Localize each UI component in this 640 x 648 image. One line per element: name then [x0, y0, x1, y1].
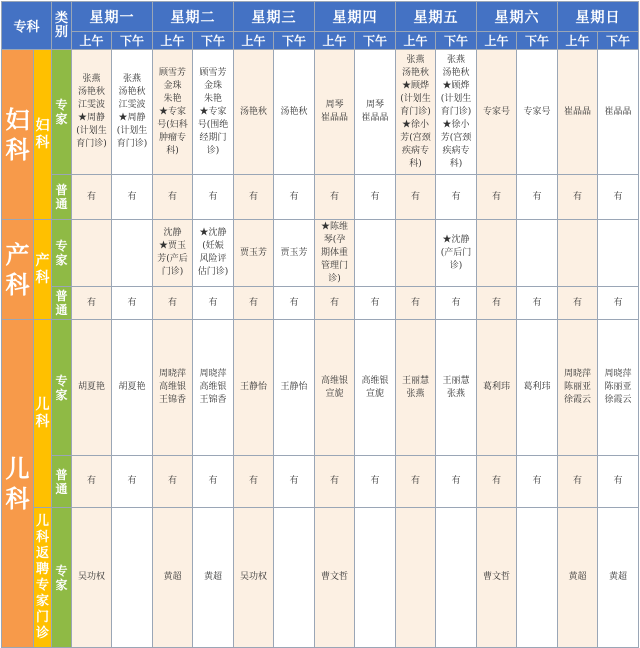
schedule-cell-text: 有	[492, 476, 502, 486]
schedule-cell	[315, 456, 355, 508]
schedule-cell-text: 王丽慧 张燕	[402, 375, 430, 399]
header-pm: 下午	[193, 32, 234, 50]
gyn-general-row	[2, 175, 639, 220]
dept-pediatrics: 儿科	[2, 320, 34, 648]
schedule-cell	[436, 50, 477, 175]
schedule-cell-text: 高维银 宣旎	[321, 375, 349, 399]
schedule-cell-text: 有	[492, 297, 502, 308]
schedule-cell-text: 有	[249, 476, 259, 486]
category-header: 类别	[52, 2, 72, 50]
schedule-cell-text: 张燕 汤艳秋 江雯波 ★周静 (计划生 育门诊)	[116, 74, 148, 149]
schedule-cell-text: 胡夏艳	[118, 382, 146, 392]
schedule-cell	[436, 320, 477, 456]
schedule-cell-text: 有	[451, 476, 461, 486]
schedule-cell	[558, 220, 598, 287]
schedule-cell-text: 张燕 汤艳秋 江雯波 ★周静 (计划生 育门诊)	[76, 74, 107, 149]
schedule-cell	[396, 220, 436, 287]
schedule-cell	[396, 508, 436, 648]
schedule-cell	[558, 508, 598, 648]
schedule-cell-text: 曹文哲	[483, 572, 511, 582]
schedule-cell-text: 王静怡	[280, 382, 308, 392]
schedule-cell	[234, 456, 274, 508]
header-am: 上午	[315, 32, 355, 50]
clinic-schedule-table	[1, 1, 639, 648]
schedule-cell	[153, 456, 193, 508]
schedule-cell	[517, 508, 558, 648]
schedule-cell-text: 张燕 汤艳秋 ★顾烨 (计划生 育门诊) ★徐小 芳(宫颈 疾病专 科)	[400, 54, 431, 169]
schedule-cell-text: 有	[370, 476, 380, 486]
schedule-cell	[436, 220, 477, 287]
schedule-cell-text: 有	[208, 191, 218, 202]
specialty-header: 专科	[2, 2, 52, 50]
schedule-cell	[153, 508, 193, 648]
schedule-cell	[153, 175, 193, 220]
schedule-cell-text: 有	[451, 191, 461, 202]
schedule-cell	[315, 508, 355, 648]
schedule-cell	[193, 287, 234, 320]
schedule-cell	[274, 287, 315, 320]
schedule-cell-text: 有	[249, 191, 259, 202]
schedule-cell	[153, 220, 193, 287]
schedule-cell-text: 有	[249, 297, 259, 308]
schedule-cell	[153, 50, 193, 175]
schedule-cell-text: 有	[492, 191, 502, 202]
header-half-row	[2, 32, 639, 50]
schedule-cell-text: 贾玉芳	[280, 247, 308, 258]
day-header: 星期二	[153, 2, 234, 32]
schedule-cell	[436, 508, 477, 648]
header-am: 上午	[72, 32, 112, 50]
schedule-cell-text: 有	[573, 297, 583, 308]
schedule-cell	[72, 220, 112, 287]
schedule-cell	[436, 287, 477, 320]
schedule-cell	[558, 456, 598, 508]
schedule-cell-text: 有	[532, 191, 542, 202]
schedule-cell-text: 有	[370, 191, 380, 202]
schedule-cell	[72, 456, 112, 508]
schedule-cell-text: 王静怡	[240, 382, 268, 392]
schedule-cell-text: 黄超	[609, 572, 628, 582]
schedule-cell	[436, 175, 477, 220]
schedule-cell	[112, 50, 153, 175]
schedule-cell	[396, 50, 436, 175]
schedule-cell	[517, 320, 558, 456]
schedule-cell	[112, 220, 153, 287]
category-expert: 专家	[52, 320, 72, 456]
schedule-cell-text: 黄超	[568, 572, 587, 582]
schedule-cell-text: 有	[87, 191, 97, 202]
header-pm: 下午	[517, 32, 558, 50]
schedule-cell	[234, 287, 274, 320]
schedule-cell-text: ★沈静 (产后门诊)	[440, 234, 472, 271]
schedule-cell-text: 有	[532, 297, 542, 308]
header-pm: 下午	[274, 32, 315, 50]
schedule-cell	[112, 320, 153, 456]
schedule-cell	[112, 175, 153, 220]
schedule-cell	[193, 320, 234, 456]
schedule-cell-text: 崔晶晶	[604, 106, 632, 117]
schedule-cell	[72, 320, 112, 456]
schedule-cell-text: 专家号	[483, 106, 511, 117]
schedule-cell	[477, 50, 517, 175]
schedule-cell	[274, 456, 315, 508]
schedule-cell	[517, 50, 558, 175]
schedule-cell	[558, 287, 598, 320]
day-header: 星期三	[234, 2, 315, 32]
schedule-cell-text: 顾雪芳 金珠 朱艳 ★专家 号(围绝 经期门 诊)	[197, 67, 229, 156]
day-header: 星期四	[315, 2, 396, 32]
schedule-cell-text: 葛利玮	[483, 382, 511, 392]
schedule-cell-text: 有	[168, 476, 178, 486]
schedule-cell	[598, 456, 639, 508]
schedule-cell	[477, 287, 517, 320]
obs-general-row	[2, 287, 639, 320]
schedule-cell-text: 周晓萍 陈丽亚 徐霞云	[564, 369, 592, 405]
schedule-cell	[315, 320, 355, 456]
ped-general-row	[2, 456, 639, 508]
schedule-cell	[274, 508, 315, 648]
header-am: 上午	[234, 32, 274, 50]
schedule-cell-text: 崔晶晶	[564, 106, 592, 117]
header-pm: 下午	[112, 32, 153, 50]
schedule-cell-text: 张燕 汤艳秋 ★顾烨 (计划生 育门诊) ★徐小 芳(宫颈 疾病专 科)	[440, 54, 472, 169]
schedule-cell	[598, 175, 639, 220]
schedule-cell	[274, 320, 315, 456]
schedule-cell-text: 有	[289, 297, 299, 308]
category-general: 普通	[52, 287, 72, 320]
schedule-cell-text: 汤艳秋	[280, 106, 308, 117]
schedule-cell	[355, 50, 396, 175]
ped-expert-row	[2, 320, 639, 456]
obs-expert-row	[2, 220, 639, 287]
schedule-cell-text: 有	[168, 297, 178, 308]
schedule-cell	[274, 50, 315, 175]
schedule-cell	[477, 220, 517, 287]
schedule-cell	[355, 220, 396, 287]
schedule-cell-text: 有	[87, 476, 97, 486]
schedule-cell-text: 吴功权	[240, 572, 268, 582]
category-general: 普通	[52, 456, 72, 508]
schedule-cell	[315, 287, 355, 320]
schedule-cell	[396, 175, 436, 220]
schedule-cell-text: 王丽慧 张燕	[442, 375, 470, 399]
schedule-cell-text: 有	[208, 297, 218, 308]
schedule-cell-text: 有	[411, 191, 421, 202]
schedule-cell-text: 有	[289, 191, 299, 202]
schedule-cell	[517, 287, 558, 320]
header-am: 上午	[558, 32, 598, 50]
schedule-cell	[477, 320, 517, 456]
header-pm: 下午	[355, 32, 396, 50]
schedule-cell-text: ★陈维 琴(孕 期体重 管理门 诊)	[321, 221, 349, 284]
schedule-cell-text: 有	[330, 297, 340, 308]
schedule-cell	[517, 220, 558, 287]
schedule-cell-text: 黄超	[163, 572, 182, 582]
day-header: 星期五	[396, 2, 477, 32]
schedule-cell	[558, 175, 598, 220]
schedule-cell	[558, 320, 598, 456]
schedule-cell-text: 有	[613, 191, 623, 202]
schedule-cell	[112, 287, 153, 320]
schedule-cell	[598, 320, 639, 456]
schedule-cell	[193, 220, 234, 287]
schedule-cell	[396, 287, 436, 320]
schedule-cell	[234, 175, 274, 220]
schedule-cell-text: 有	[411, 476, 421, 486]
schedule-cell	[234, 508, 274, 648]
schedule-cell	[193, 175, 234, 220]
day-header: 星期一	[72, 2, 153, 32]
schedule-cell-text: 有	[330, 476, 340, 486]
schedule-cell-text: 高维银 宣旎	[361, 375, 389, 399]
schedule-cell	[436, 456, 477, 508]
schedule-cell-text: 胡夏艳	[78, 382, 106, 392]
schedule-cell-text: 葛利玮	[523, 382, 551, 392]
schedule-cell-text: 有	[613, 297, 623, 308]
category-expert: 专家	[52, 220, 72, 287]
schedule-cell-text: 有	[127, 297, 137, 308]
day-header: 星期日	[558, 2, 639, 32]
schedule-cell-text: 有	[208, 476, 218, 486]
schedule-cell-text: 吴功权	[78, 572, 106, 582]
schedule-cell	[517, 175, 558, 220]
ped-return-expert-row	[2, 508, 639, 648]
header-am: 上午	[153, 32, 193, 50]
schedule-cell	[396, 456, 436, 508]
schedule-cell	[72, 287, 112, 320]
schedule-cell-text: 周琴 崔晶晶	[321, 100, 349, 123]
schedule-cell-text: 有	[613, 476, 623, 486]
schedule-cell	[193, 50, 234, 175]
schedule-cell-text: ★沈静 (妊娠 风险评 估门诊)	[197, 228, 229, 277]
schedule-cell-text: 周琴 崔晶晶	[361, 100, 389, 123]
schedule-cell-text: 有	[532, 476, 542, 486]
schedule-cell-text: 有	[168, 191, 178, 202]
schedule-cell	[598, 287, 639, 320]
schedule-cell-text: 贾玉芳	[240, 247, 268, 258]
schedule-cell-text: 有	[87, 297, 97, 308]
dept-obstetrics: 产科	[2, 220, 34, 320]
schedule-cell	[598, 508, 639, 648]
schedule-cell-text: 曹文哲	[321, 572, 349, 582]
schedule-cell	[153, 287, 193, 320]
schedule-cell	[234, 50, 274, 175]
schedule-cell	[315, 175, 355, 220]
schedule-cell-text: 周晓萍 高维银 王锦香	[199, 369, 227, 405]
schedule-cell-text: 有	[411, 297, 421, 308]
schedule-cell	[234, 320, 274, 456]
schedule-cell-text: 周晓萍 陈丽亚 徐霞云	[604, 369, 632, 405]
header-am: 上午	[477, 32, 517, 50]
schedule-cell	[355, 456, 396, 508]
schedule-cell	[274, 175, 315, 220]
schedule-cell-text: 有	[127, 191, 137, 202]
schedule-cell-text: 周晓萍 高维银 王锦香	[159, 369, 187, 405]
dept-gynecology: 妇科	[2, 50, 34, 220]
schedule-cell	[112, 508, 153, 648]
header-pm: 下午	[436, 32, 477, 50]
schedule-cell-text: 有	[370, 297, 380, 308]
schedule-cell-text: 汤艳秋	[240, 106, 268, 117]
subdept-pediatrics: 儿科	[34, 320, 52, 508]
schedule-cell	[355, 287, 396, 320]
subdept-pediatrics-return: 儿科返聘专家门诊	[34, 508, 52, 648]
schedule-cell-text: 有	[127, 476, 137, 486]
schedule-cell	[355, 320, 396, 456]
schedule-cell	[517, 456, 558, 508]
schedule-cell	[193, 508, 234, 648]
schedule-cell	[477, 508, 517, 648]
schedule-cell-text: 有	[573, 476, 583, 486]
schedule-cell-text: 有	[451, 297, 461, 308]
schedule-cell	[598, 220, 639, 287]
schedule-cell-text: 有	[330, 191, 340, 202]
schedule-cell	[193, 456, 234, 508]
schedule-cell	[315, 220, 355, 287]
category-expert: 专家	[52, 50, 72, 175]
schedule-cell-text: 沈静 ★贾玉 芳(产后 门诊)	[157, 228, 188, 277]
schedule-cell	[355, 508, 396, 648]
schedule-cell	[396, 320, 436, 456]
schedule-cell	[477, 456, 517, 508]
schedule-cell-text: 专家号	[523, 106, 551, 117]
schedule-cell	[112, 456, 153, 508]
schedule-cell	[598, 50, 639, 175]
header-day-row	[2, 2, 639, 32]
schedule-cell	[72, 175, 112, 220]
schedule-cell	[153, 320, 193, 456]
category-expert: 专家	[52, 508, 72, 648]
schedule-cell	[72, 508, 112, 648]
subdept-obstetrics: 产科	[34, 220, 52, 320]
header-pm: 下午	[598, 32, 639, 50]
day-header: 星期六	[477, 2, 558, 32]
schedule-cell	[477, 175, 517, 220]
gyn-expert-row	[2, 50, 639, 175]
schedule-cell-text: 有	[573, 191, 583, 202]
schedule-cell	[234, 220, 274, 287]
schedule-cell	[315, 50, 355, 175]
schedule-cell	[355, 175, 396, 220]
category-general: 普通	[52, 175, 72, 220]
schedule-cell	[274, 220, 315, 287]
schedule-cell-text: 有	[289, 476, 299, 486]
schedule-cell	[72, 50, 112, 175]
schedule-cell-text: 黄超	[204, 572, 223, 582]
schedule-cell-text: 顾雪芳 金珠 朱艳 ★专家 号(妇科 肿瘤专 科)	[157, 67, 188, 156]
subdept-gynecology: 妇科	[34, 50, 52, 220]
schedule-cell	[558, 50, 598, 175]
header-am: 上午	[396, 32, 436, 50]
